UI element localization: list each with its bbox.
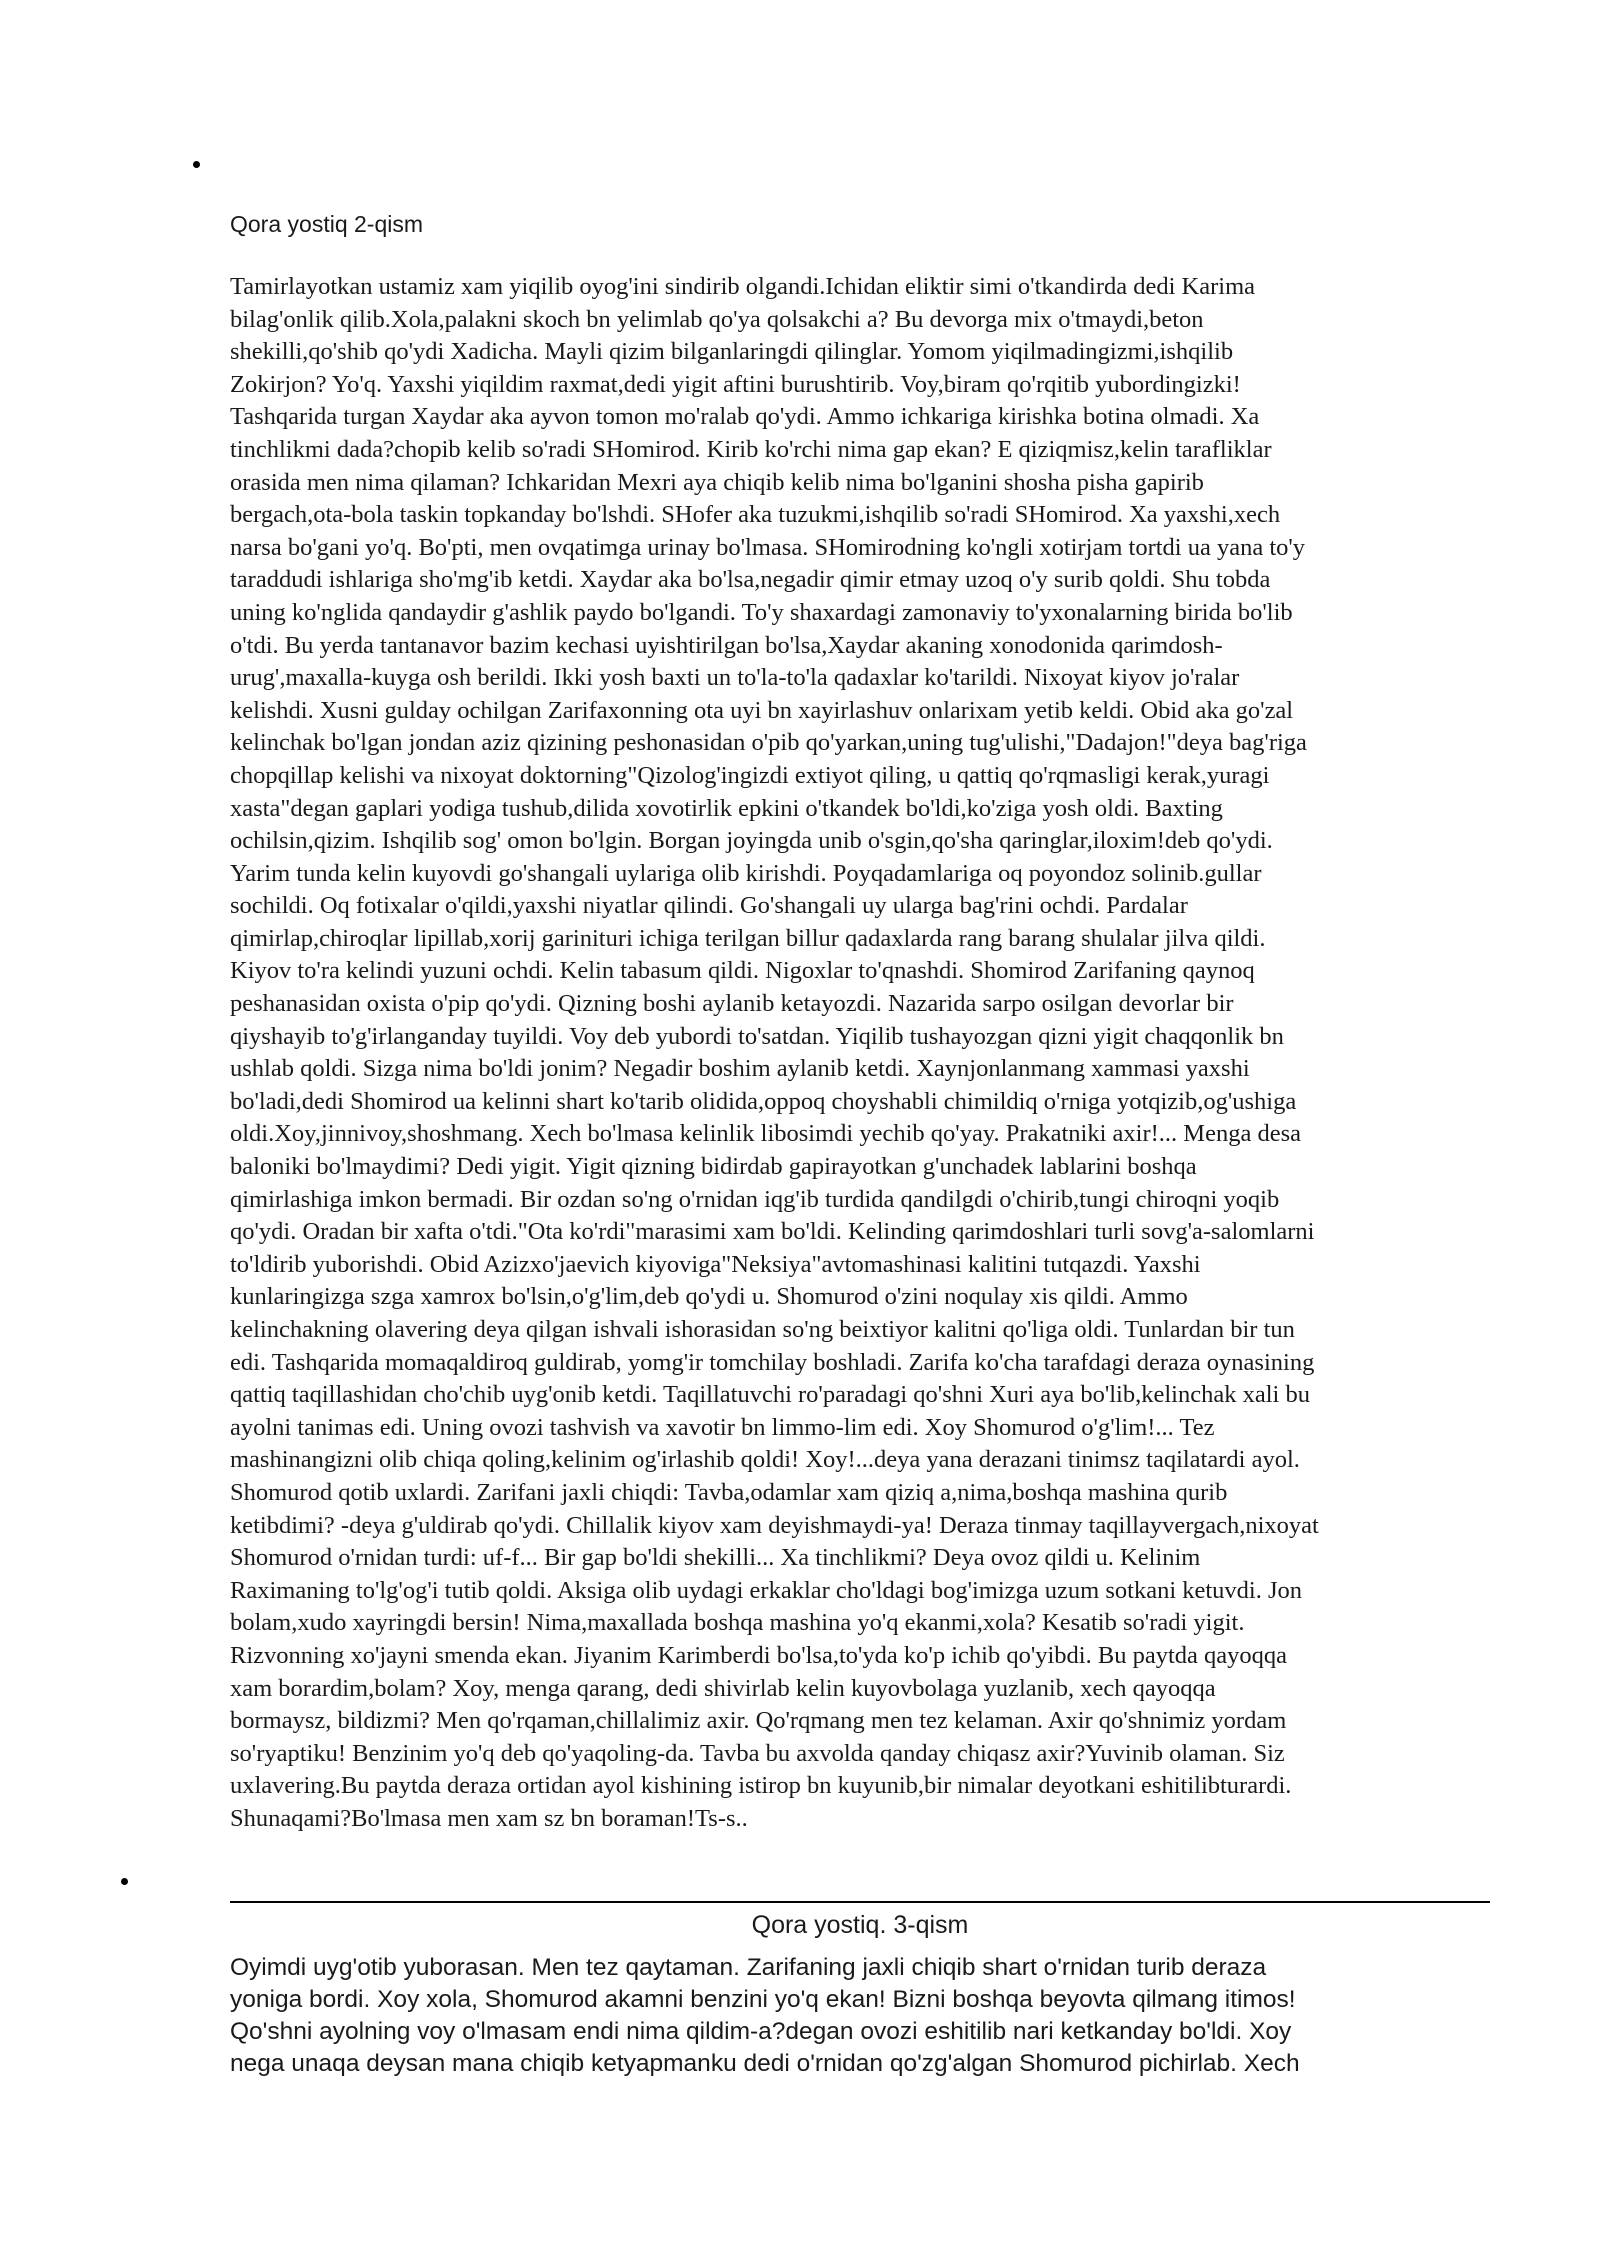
text-line: Zokirjon? Yo'q. Yaxshi yiqildim raxmat,dedi yigit aftini burushtirib. Voy,biram qo'rqitib yubordingizki! <box>230 370 1241 398</box>
text-line: Qo'shni ayolning voy o'lmasam endi nima qildim-a?degan ovozi eshitilib nari ketkanday bo'ldi. Xoy <box>230 2018 1292 2045</box>
text-line: xam borardim,bolam? Xoy, menga qarang, dedi shivirlab kelin kuyovbolaga yuzlanib, xech qayoqqa <box>230 1674 1216 1702</box>
text-line: Shunaqami?Bo'lmasa men xam sz bn boraman!Ts-s.. <box>230 1804 748 1832</box>
text-line: sochildi. Oq fotixalar o'qildi,yaxshi niyatlar qilindi. Go'shangali uy ularga bag'rini ochdi. Pardalar <box>230 892 1188 920</box>
text-line: Kiyov to'ra kelindi yuzuni ochdi. Kelin tabasum qildi. Nigoxlar to'qnashdi. Shomirod Zarifaning qaynoq <box>230 957 1255 985</box>
text-line: Raximaning to'lg'og'i tutib qoldi. Aksiga olib uydagi erkaklar cho'ldagi bog'imizga uzum sotkani ketuvdi. Jon <box>230 1576 1303 1604</box>
text-line: uning ko'nglida qandaydir g'ashlik paydo bo'lgandi. To'y shaxardagi zamonaviy to'yxonalarning birida bo'lib <box>230 598 1293 626</box>
part2-body-text <box>230 1952 1500 2080</box>
text-line: bilag'onlik qilib.Xola,palakni skoch bn yelimlab qo'ya qolsakchi a? Bu devorga mix o'tmaydi,beton <box>230 305 1204 333</box>
text-line: bergach,ota-bola taskin topkanday bo'lshdi. SHofer aka tuzukmi,ishqilib so'radi SHomirod. Xa yaxshi,xech <box>230 501 1281 529</box>
part1-body-text <box>230 271 1490 1836</box>
text-line: Oyimdi uyg'otib yuborasan. Men tez qaytaman. Zarifaning jaxli chiqib shart o'rnidan turib deraza <box>230 1954 1267 1981</box>
text-line: shekilli,qo'shib qo'ydi Xadicha. Mayli qizim bilganlaringdi qilinglar. Yomom yiqilmadingizmi,ishqilib <box>230 338 1234 366</box>
text-line: oldi.Xoy,jinnivoy,shoshmang. Xech bo'lmasa kelinlik libosimdi yechib qo'yay. Prakatniki axir!... Menga desa <box>230 1120 1301 1148</box>
bullet-marker <box>193 161 200 168</box>
text-line: o'tdi. Bu yerda tantanavor bazim kechasi uyishtirilgan bo'lsa,Xaydar akaning xonodonida qarimdosh- <box>230 631 1223 659</box>
text-line: so'ryaptiku! Benzinim yo'q deb qo'yaqoling-da. Tavba bu axvolda qanday chiqasz axir?Yuvinib olaman. Siz <box>230 1739 1285 1767</box>
text-line: bolam,xudo xayringdi bersin! Nima,maxallada boshqa mashina yo'q ekanmi,xola? Kesatib so'radi yigit. <box>230 1609 1245 1637</box>
text-line: nega unaqa deysan mana chiqib ketyapmanku dedi o'rnidan qo'zg'algan Shomurod pichirlab. Xech <box>230 2050 1300 2077</box>
text-line: Tashqarida turgan Xaydar aka ayvon tomon mo'ralab qo'ydi. Ammo ichkariga kirishka botina olmadi. Xa <box>230 403 1260 431</box>
text-line: kunlaringizga szga xamrox bo'lsin,o'g'lim,deb qo'ydi u. Shomurod o'zini noqulay xis qildi. Ammo <box>230 1283 1188 1311</box>
text-line: Shomurod qotib uxlardi. Zarifani jaxli chiqdi: Tavba,odamlar xam qiziq a,nima,boshqa mashina qurib <box>230 1478 1228 1506</box>
text-line: kelinchakning olavering deya qilgan ishvali ishorasidan so'ng beixtiyor kalitni qo'liga oldi. Tunlardan bir tun <box>230 1316 1295 1343</box>
text-line: Tamirlayotkan ustamiz xam yiqilib oyog'ini sindirib olgandi.Ichidan eliktir simi o'tkandirda dedi Karima <box>230 273 1256 300</box>
text-line: Yarim tunda kelin kuyovdi go'shangali uylariga olib kirishdi. Poyqadamlariga oq poyondoz solinib.gullar <box>230 859 1262 887</box>
text-line: qimirlashiga imkon bermadi. Bir ozdan so'ng o'rnidan iqg'ib turdida qandilgdi o'chirib,tungi chiroqni yoqib <box>230 1185 1280 1213</box>
text-line: orasida men nima qilaman? Ichkaridan Mexri aya chiqib kelib nima bo'lganini shosha pisha gapirib <box>230 468 1204 496</box>
text-line: ketibdimi? -deya g'uldirab qo'ydi. Chillalik kiyov xam deyishmaydi-ya! Deraza tinmay taqillayvergach,nixoyat <box>230 1511 1319 1539</box>
text-line: qattiq taqillashidan cho'chib uyg'onib ketdi. Taqillatuvchi ro'paradagi qo'shni Xuri aya bo'lib,kelinchak xali bu <box>230 1381 1310 1409</box>
part2-title: Qora yostiq. 3-qism <box>751 1911 969 1939</box>
bullet-marker <box>121 1878 128 1885</box>
text-line: Shomurod o'rnidan turdi: uf-f... Bir gap bo'ldi shekilli... Xa tinchlikmi? Deya ovoz qildi u. Kelinim <box>230 1544 1201 1572</box>
text-line: uxlavering.Bu paytda deraza ortidan ayol kishining istirop bn kuyunib,bir nimalar deyotkani eshitilibturardi. <box>230 1772 1292 1800</box>
section-divider <box>230 1901 1490 1903</box>
text-line: qimirlap,chiroqlar lipillab,xorij garinituri ichiga terilgan billur qadaxlarda rang barang shulalar jilva qildi. <box>230 924 1266 952</box>
text-line: bormaysz, bildizmi? Men qo'rqaman,chillalimiz axir. Qo'rqmang men tez kelaman. Axir qo'shnimiz yordam <box>230 1707 1287 1735</box>
text-line: qiyshayib to'g'irlanganday tuyildi. Voy deb yubordi to'satdan. Yiqilib tushayozgan qizni yigit chaqqonlik bn <box>230 1022 1284 1050</box>
text-line: to'ldirib yuborishdi. Obid Azizxo'jaevich kiyoviga"Neksiya"avtomashinasi kalitini tutqazdi. Yaxshi <box>230 1250 1201 1278</box>
text-line: xasta"degan gaplari yodiga tushub,dilida xovotirlik epkini o'tkandek bo'ldi,ko'ziga yosh oldi. Baxting <box>230 794 1223 822</box>
text-line: ayolni tanimas edi. Uning ovozi tashvish va xavotir bn limmo-lim edi. Xoy Shomurod o'g'lim!... Tez <box>230 1413 1215 1441</box>
text-line: mashinangizni olib chiqa qoling,kelinim og'irlashib qoldi! Xoy!...deya yana derazani tinimsz taqilatardi ayol. <box>230 1446 1300 1474</box>
text-line: urug',maxalla-kuyga osh berildi. Ikki yosh baxti un to'la-to'la qadaxlar ko'tarildi. Nixoyat kiyov jo'ralar <box>230 664 1240 692</box>
text-line: ushlab qoldi. Sizga nima bo'ldi jonim? Negadir boshim aylanib ketdi. Xaynjonlanmang xammasi yaxshi <box>230 1055 1250 1083</box>
text-line: yoniga bordi. Xoy xola, Shomurod akamni benzini yo'q ekan! Bizni boshqa beyovta qilmang itimos! <box>230 1986 1296 2013</box>
part1-title: Qora yostiq 2-qism <box>230 211 424 237</box>
text-line: taraddudi ishlariga sho'mg'ib ketdi. Xaydar aka bo'lsa,negadir qimir etmay uzoq o'y surib qoldi. Shu tobda <box>230 566 1271 594</box>
text-line: kelishdi. Xusni gulday ochilgan Zarifaxonning ota uyi bn xayirlashuv onlarixam yetib keldi. Obid aka go'zal <box>230 696 1294 724</box>
text-line: kelinchak bo'lgan jondan aziz qizining peshonasidan o'pib qo'yarkan,uning tug'ulishi,"Dadajon!"deya bag'riga <box>230 729 1307 757</box>
text-line: narsa bo'gani yo'q. Bo'pti, men ovqatimga urinay bo'lmasa. SHomirodning ko'ngli xotirjam tortdi ua yana to'y <box>230 533 1306 561</box>
text-line: chopqillap kelishi va nixoyat doktorning"Qizolog'ingizdi extiyot qiling, u qattiq qo'rqmasligi kerak,yuragi <box>230 761 1270 789</box>
text-line: peshanasidan oxista o'pip qo'ydi. Qizning boshi aylanib ketayozdi. Nazarida sarpo osilgan devorlar bir <box>230 990 1234 1018</box>
text-line: tinchlikmi dada?chopib kelib so'radi SHomirod. Kirib ko'rchi nima gap ekan? E qiziqmisz,kelin tarafliklar <box>230 435 1272 463</box>
text-line: bo'ladi,dedi Shomirod ua kelinni shart ko'tarib olidida,oppoq choyshabli chimildiq o'rniga yotqizib,og'ushiga <box>230 1087 1297 1115</box>
text-line: qo'ydi. Oradan bir xafta o'tdi."Ota ko'rdi"marasimi xam bo'ldi. Kelinding qarimdoshlari turli sovg'a-salomlarni <box>230 1218 1315 1246</box>
text-line: Rizvonning xo'jayni smenda ekan. Jiyanim Karimberdi bo'lsa,to'yda ko'p ichib qo'yibdi. Bu paytda qayoqqa <box>230 1641 1288 1669</box>
text-line: ochilsin,qizim. Ishqilib sog' omon bo'lgin. Borgan joyingda unib o'sgin,qo'sha qaringlar,iloxim!deb qo'ydi. <box>230 827 1273 855</box>
text-line: edi. Tashqarida momaqaldiroq guldirab, yomg'ir tomchilay boshladi. Zarifa ko'cha tarafdagi deraza oynasining <box>230 1348 1315 1376</box>
text-line: baloniki bo'lmaydimi? Dedi yigit. Yigit qizning bidirdab gapirayotkan g'unchadek lablarini boshqa <box>230 1153 1197 1181</box>
